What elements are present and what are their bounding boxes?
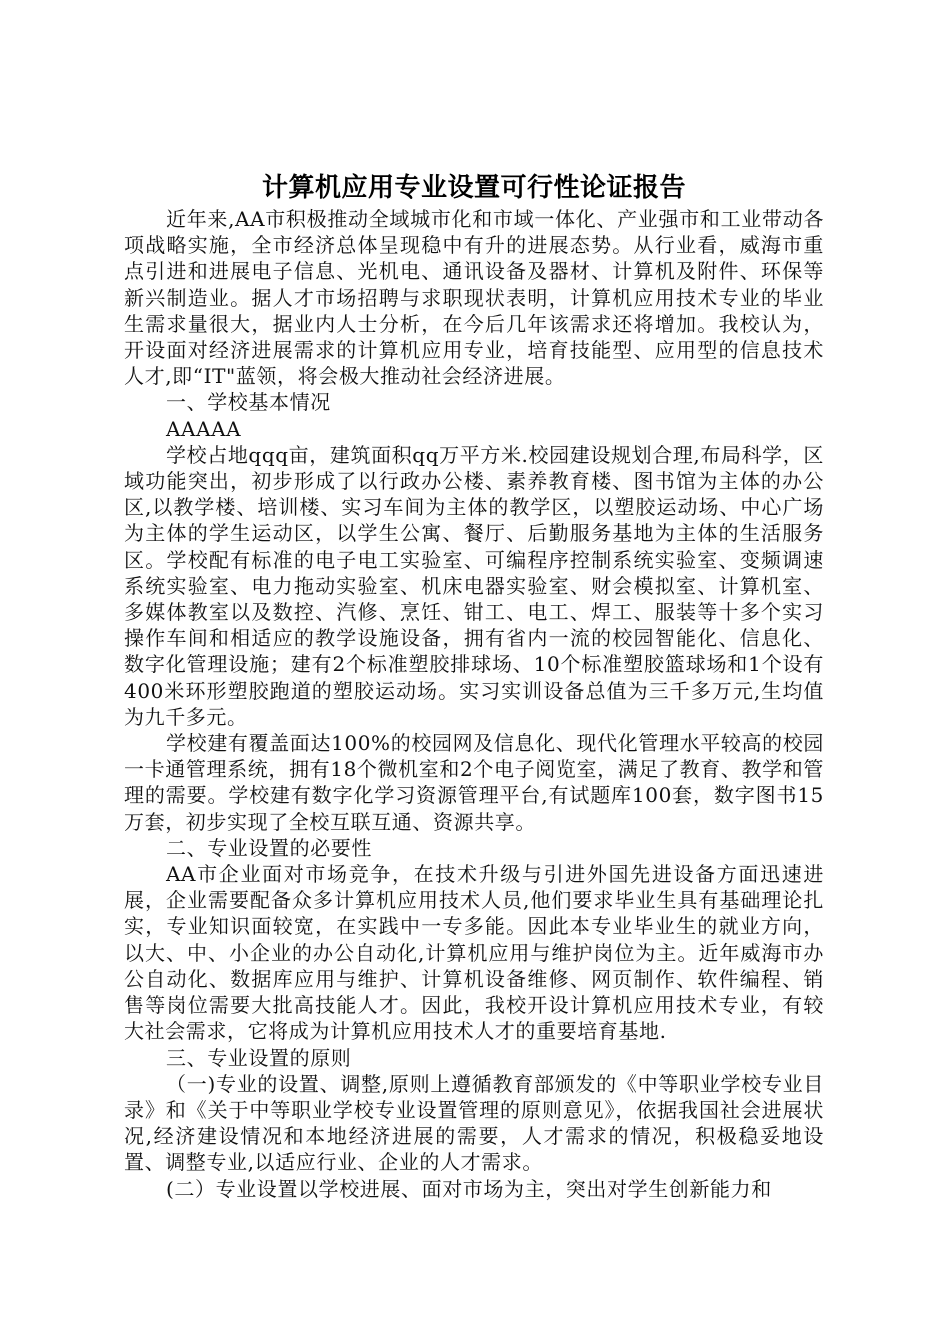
- section-heading-3: 三、专业设置的原则: [166, 1045, 352, 1070]
- document-body: [124, 172, 824, 1202]
- necessity-paragraph: AA市企业面对市场竞争，在技术升级与引进外国先进设备方面迅速进展，企业需要配备众多计算机应用技术人员,他们要求毕业生具有基础理论扎实，专业知识面较宽，在实践中一专多能。因此本专业毕业生的就业方向，以大、中、小企业的办公自动化,计算机应用与维护岗位为主。近年威海市办公自动化、数据库应用与维护、计算机设备维修、网页制作、软件编程、销售等岗位需要大批高技能人才。因此，我校开设计算机应用技术专业，有较大社会需求，它将成为计算机应用技术人才的重要培育基地.: [124, 862, 824, 1044]
- intro-paragraph: 近年来,AA市积极推动全域城市化和市域一体化、产业强市和工业带动各项战略实施，全市经济总体呈现稳中有升的进展态势。从行业看，威海市重点引进和进展电子信息、光机电、通讯设备及器材、计算机及附件、环保等新兴制造业。据人才市场招聘与求职现状表明，计算机应用技术专业的毕业生需求量很大，据业内人士分析，在今后几年该需求还将增加。我校认为，开设面对经济进展需求的计算机应用专业，培育技能型、应用型的信息技术人才,即“IT"蓝领，将会极大推动社会经济进展。: [124, 207, 824, 389]
- principle-paragraph-1: （一)专业的设置、调整,原则上遵循教育部颁发的《中等职业学校专业目录》和《关于中等职业学校专业设置管理的原则意见》，依据我国社会进展状况,经济建设情况和本地经济进展的需要，人才需求的情况，积极稳妥地设置、调整专业,以适应行业、企业的人才需求。: [124, 1071, 824, 1175]
- principle-paragraph-2: (二）专业设置以学校进展、面对市场为主，突出对学生创新能力和: [166, 1176, 772, 1201]
- school-name-line: AAAAA: [166, 416, 242, 441]
- section-heading-1: 一、学校基本情况: [166, 390, 331, 415]
- campus-paragraph: 学校占地qqq亩，建筑面积qq万平方米.校园建设规划合理,布局科学，区域功能突出，初步形成了以行政办公楼、素养教育楼、图书馆为主体的办公区,以教学楼、培训楼、实习车间为主体的教学区，以塑胶运动场、中心广场为主体的学生运动区，以学生公寓、餐厅、后勤服务基地为主体的生活服务区。学校配有标准的电子电工实验室、可编程序控制系统实验室、变频调速系统实验室、电力拖动实验室、机床电器实验室、财会模拟室、计算机室、多媒体教室以及数控、汽修、烹饪、钳工、电工、焊工、服装等十多个实习操作车间和相适应的教学设施设备，拥有省内一流的校园智能化、信息化、数字化管理设施；建有2个标准塑胶排球场、10个标准塑胶篮球场和1个设有400米环形塑胶跑道的塑胶运动场。实习实训设备总值为三千多万元,生均值为九千多元。: [124, 442, 824, 729]
- section-heading-2: 二、专业设置的必要性: [166, 835, 372, 860]
- network-paragraph: 学校建有覆盖面达100%的校园网及信息化、现代化管理水平较高的校园一卡通管理系统，拥有18个微机室和2个电子阅览室，满足了教育、教学和管理的需要。学校建有数字化学习资源管理平台,有试题库100套，数字图书15万套，初步实现了全校互联互通、资源共享。: [124, 731, 824, 834]
- document-title: 计算机应用专业设置可行性论证报告: [261, 173, 686, 203]
